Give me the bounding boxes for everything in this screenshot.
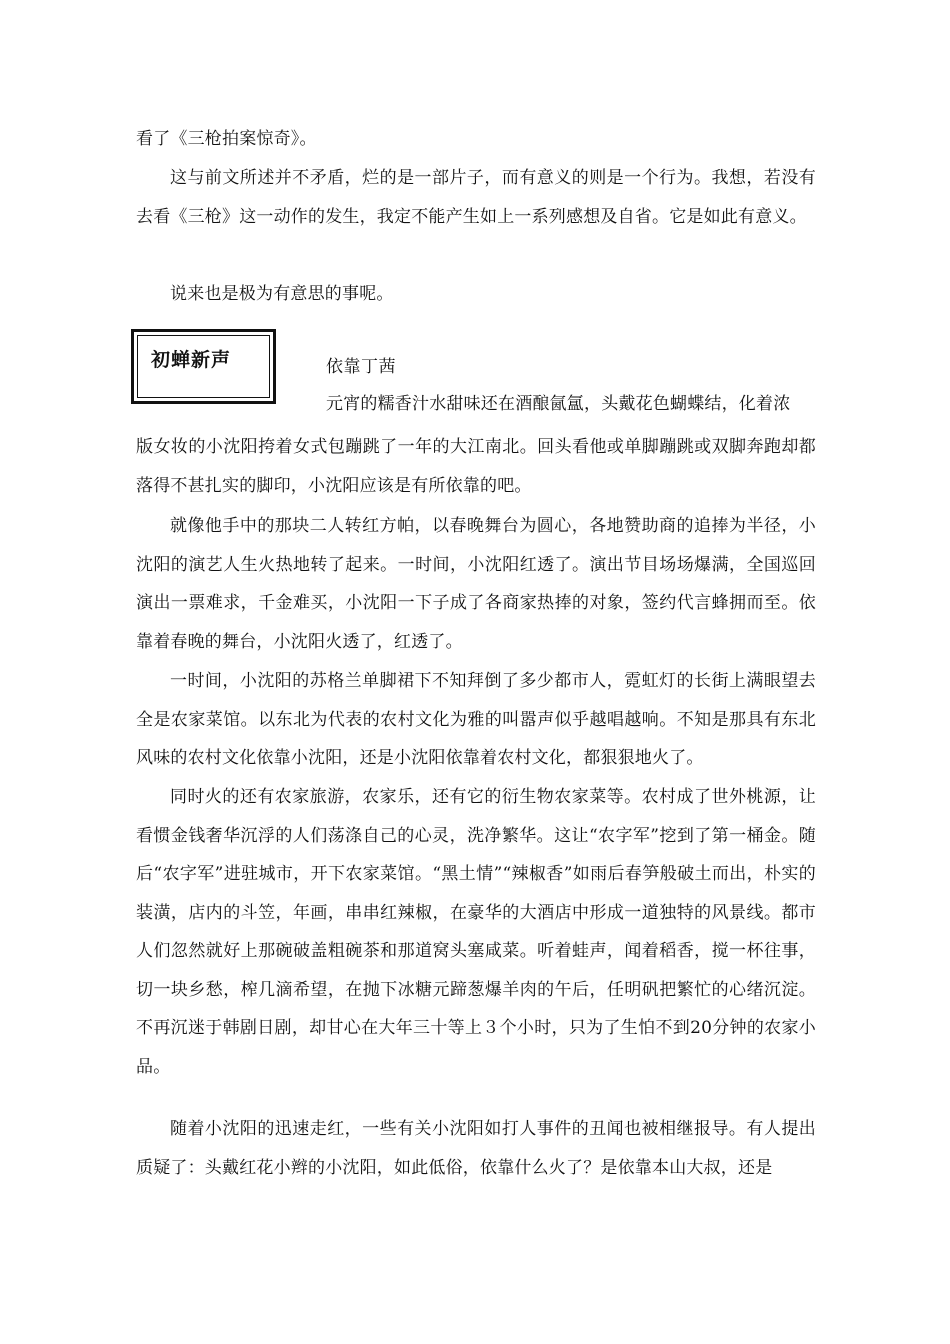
prev-paragraph-1: 看了《三枪拍案惊奇》。 (136, 129, 317, 149)
article-paragraph-4: 同时火的还有农家旅游，农家乐，还有它的衍生物农家菜等。农村成了世外桃源，让看惯金钱奢华沉浮的人们荡涤自己的心灵，洗净繁华。这让“农字军”挖到了第一桶金。随后“农字军”进驻城市，开下农家菜馆。“黑土情”“辣椒香”如雨后春笋般破土而出，朴实的装潢，店内的斗笠，年画，串串红辣椒，在豪华的大酒店中形成一道独特的风景线。都市人们忽然就好上那碗破盖粗碗茶和那道窝头塞咸菜。听着蛙声，闻着稻香，搅一杯往事，切一块乡愁，榨几滴希望，在抛下冰糖元蹄葱爆羊肉的午后，任明矾把繁忙的心绪沉淀。不再沉迷于韩剧日剧，却甘心在大年三十等上３个小时，只为了生怕不到20分钟的农家小品。 (136, 787, 816, 1077)
article-author-title: 依靠丁茜 (326, 357, 396, 377)
article-first-line: 元宵的糯香汁水甜味还在酒酿氤氲，头戴花色蝴蝶结，化着浓 (326, 394, 791, 414)
prev-paragraph-2: 这与前文所述并不矛盾，烂的是一部片子，而有意义的则是一个行为。我想，若没有去看《三枪》这一动作的发生，我定不能产生如上一系列感想及自省。它是如此有意义。 (136, 168, 816, 227)
prev-paragraph-3: 说来也是极为有意思的事呢。 (170, 284, 394, 304)
article-paragraph-2: 就像他手中的那块二人转红方帕，以春晚舞台为圆心，各地赞助商的追捧为半径，小沈阳的演艺人生火热地转了起来。一时间，小沈阳红透了。演出节目场场爆满，全国巡回演出一票难求，千金难买，小沈阳一下子成了各商家热捧的对象，签约代言蜂拥而至。依靠着春晚的舞台，小沈阳火透了，红透了。 (136, 516, 816, 652)
article-paragraph-1-rest: 版女妆的小沈阳挎着女式包蹦跳了一年的大江南北。回头看他或单脚蹦跳或双脚奔跑却都落得不甚扎实的脚印，小沈阳应该是有所依靠的吧。 (136, 437, 816, 496)
column-title-box (131, 329, 276, 404)
article-paragraph-3: 一时间，小沈阳的苏格兰单脚裙下不知拜倒了多少都市人，霓虹灯的长街上满眼望去全是农家菜馆。以东北为代表的农村文化为雅的叫嚣声似乎越唱越响。不知是那具有东北风味的农村文化依靠小沈阳，还是小沈阳依靠着农村文化，都狠狠地火了。 (136, 671, 816, 768)
article-paragraph-5: 随着小沈阳的迅速走红，一些有关小沈阳如打人事件的丑闻也被相继报导。有人提出质疑了：头戴红花小辫的小沈阳，如此低俗，依靠什么火了？是依靠本山大叔，还是 (136, 1119, 816, 1178)
column-title: 初蝉新声 (151, 349, 232, 371)
